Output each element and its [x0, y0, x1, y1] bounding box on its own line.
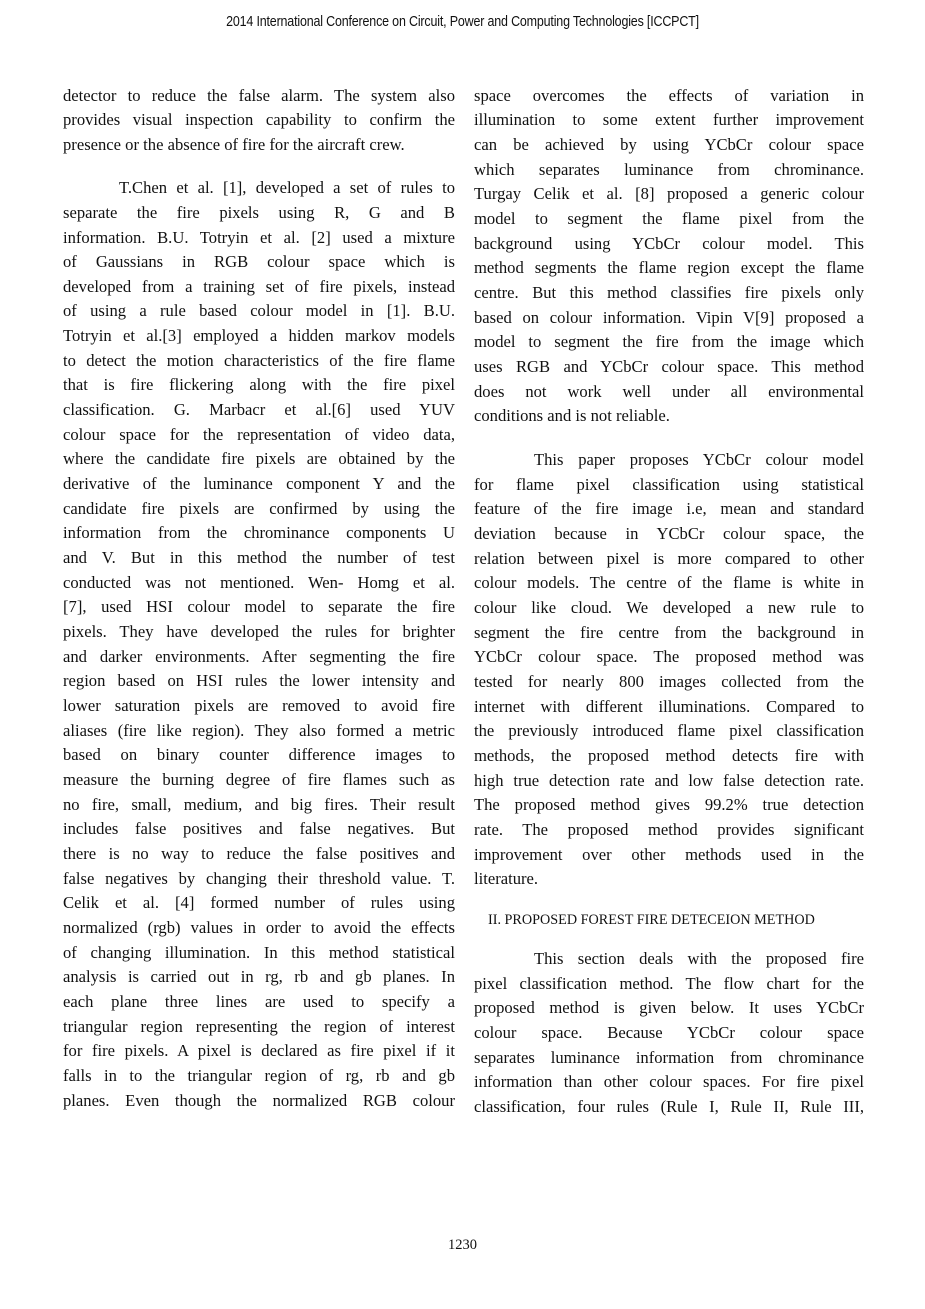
text-line: that is fire flickering along with the fire pixel — [63, 375, 455, 394]
text-line: feature of the fire image i.e, mean and standard — [474, 499, 864, 518]
text-line: tested for nearly 800 images collected from the — [474, 672, 864, 691]
text-line: region based on HSI rules the lower intensity and — [63, 671, 455, 690]
text-line: This paper proposes YCbCr colour model — [534, 450, 864, 469]
text-line: and V. But in this method the number of test — [63, 548, 455, 567]
text-line: model to segment the flame pixel from the — [474, 209, 864, 228]
text-line: which separates luminance from chrominance. — [474, 160, 864, 179]
page-number: 1230 — [448, 1237, 477, 1253]
text-line: [7], used HSI colour model to separate the fire — [63, 597, 455, 616]
text-line: each plane three lines are used to specify a — [63, 992, 455, 1011]
text-line: colour space. Because YCbCr colour space — [474, 1023, 864, 1042]
text-line: space overcomes the effects of variation in — [474, 86, 864, 105]
text-line: internet with different illuminations. Compared to — [474, 697, 864, 716]
text-line: rate. The proposed method provides significant — [474, 820, 864, 839]
text-line: improvement over other methods used in the — [474, 845, 864, 864]
text-line: of changing illumination. In this method statistical — [63, 943, 455, 962]
text-line: T.Chen et al. [1], developed a set of rules to — [119, 178, 455, 197]
text-line: to detect the motion characteristics of the fire flame — [63, 351, 455, 370]
text-line: falls in to the triangular region of rg, rb and gb — [63, 1066, 455, 1085]
text-line: false negatives by changing their threshold value. T. — [63, 869, 455, 888]
conference-header: 2014 International Conference on Circuit, Power and Computing Technologies [ICCPCT] — [226, 14, 699, 30]
text-line: Turgay Celik et al. [8] proposed a generic colour — [474, 184, 864, 203]
text-line: classification. G. Marbacr et al.[6] used YUV — [63, 400, 455, 419]
text-line: the previously introduced flame pixel classification — [474, 721, 864, 740]
text-line: uses RGB and YCbCr colour space. This method — [474, 357, 864, 376]
text-line: of Gaussians in RGB colour space which is — [63, 252, 455, 271]
text-line: does not work well under all environmental — [474, 382, 864, 401]
text-line: conducted was not mentioned. Wen- Homg et al. — [63, 573, 455, 592]
text-line: there is no way to reduce the false positives and — [63, 844, 455, 863]
text-line: deviation because in YCbCr colour space, the — [474, 524, 864, 543]
text-line: pixels. They have developed the rules for brighter — [63, 622, 455, 641]
text-line: The proposed method gives 99.2% true detection — [474, 795, 864, 814]
text-line: detector to reduce the false alarm. The system also — [63, 86, 455, 105]
text-line: relation between pixel is more compared to other — [474, 549, 864, 568]
text-line: background using YCbCr colour model. This — [474, 234, 864, 253]
text-line: of using a rule based colour model in [1]. B.U. — [63, 301, 455, 320]
text-line: lower saturation pixels are removed to avoid fire — [63, 696, 455, 715]
text-line: illumination to some extent further improvement — [474, 110, 864, 129]
text-line: presence or the absence of fire for the aircraft crew. — [63, 135, 405, 154]
text-line: derivative of the luminance component Y and the — [63, 474, 455, 493]
text-line: This section deals with the proposed fire — [534, 949, 864, 968]
text-line: includes false positives and false negatives. But — [63, 819, 455, 838]
text-line: classification, four rules (Rule I, Rule II, Rule III, — [474, 1097, 864, 1116]
text-line: centre. But this method classifies fire pixels only — [474, 283, 864, 302]
text-line: colour like cloud. We developed a new rule to — [474, 598, 864, 617]
text-line: information. B.U. Totryin et al. [2] used a mixture — [63, 228, 455, 247]
text-line: triangular region representing the region of interest — [63, 1017, 455, 1036]
text-line: developed from a training set of fire pixels, instead — [63, 277, 455, 296]
text-line: provides visual inspection capability to confirm the — [63, 110, 455, 129]
text-line: separates luminance information from chrominance — [474, 1048, 864, 1067]
text-line: colour space for the representation of video data, — [63, 425, 455, 444]
text-line: high true detection rate and low false detection rate. — [474, 771, 864, 790]
text-line: method segments the flame region except the flame — [474, 258, 864, 277]
text-line: planes. Even though the normalized RGB colour — [63, 1091, 455, 1110]
text-line: candidate fire pixels are confirmed by using the — [63, 499, 455, 518]
text-line: analysis is carried out in rg, rb and gb planes. In — [63, 967, 455, 986]
text-line: based on colour information. Vipin V[9] proposed a — [474, 308, 864, 327]
text-line: information than other colour spaces. For fire pixel — [474, 1072, 864, 1091]
text-line: literature. — [474, 869, 539, 888]
text-line: model to segment the fire from the image which — [474, 332, 864, 351]
text-line: information from the chrominance components U — [63, 523, 455, 542]
text-line: Celik et al. [4] formed number of rules using — [63, 893, 455, 912]
text-line: YCbCr colour space. The proposed method was — [474, 647, 864, 666]
text-line: aliases (fire like region). They also formed a metric — [63, 721, 455, 740]
text-line: for flame pixel classification using statistical — [474, 475, 864, 494]
text-line: Totryin et al.[3] employed a hidden markov models — [63, 326, 455, 345]
text-line: separate the fire pixels using R, G and B — [63, 203, 455, 222]
text-line: proposed method is given below. It uses YCbCr — [474, 998, 864, 1017]
text-line: and darker environments. After segmenting the fire — [63, 647, 455, 666]
section-heading: II. PROPOSED FOREST FIRE DETECEION METHOD — [488, 912, 815, 928]
text-line: methods, the proposed method detects fire with — [474, 746, 864, 765]
text-line: measure the burning degree of fire flames such as — [63, 770, 455, 789]
text-line: where the candidate fire pixels are obtained by the — [63, 449, 455, 468]
text-line: colour models. The centre of the flame is white in — [474, 573, 864, 592]
text-line: can be achieved by using YCbCr colour space — [474, 135, 864, 154]
text-line: pixel classification method. The flow chart for the — [474, 974, 864, 993]
text-line: based on binary counter difference images to — [63, 745, 455, 764]
text-line: conditions and is not reliable. — [474, 406, 670, 425]
text-line: segment the fire centre from the background in — [474, 623, 864, 642]
text-line: for fire pixels. A pixel is declared as fire pixel if it — [63, 1041, 455, 1060]
text-line: no fire, small, medium, and big fires. Their result — [63, 795, 455, 814]
text-line: normalized (rgb) values in order to avoid the effects — [63, 918, 455, 937]
